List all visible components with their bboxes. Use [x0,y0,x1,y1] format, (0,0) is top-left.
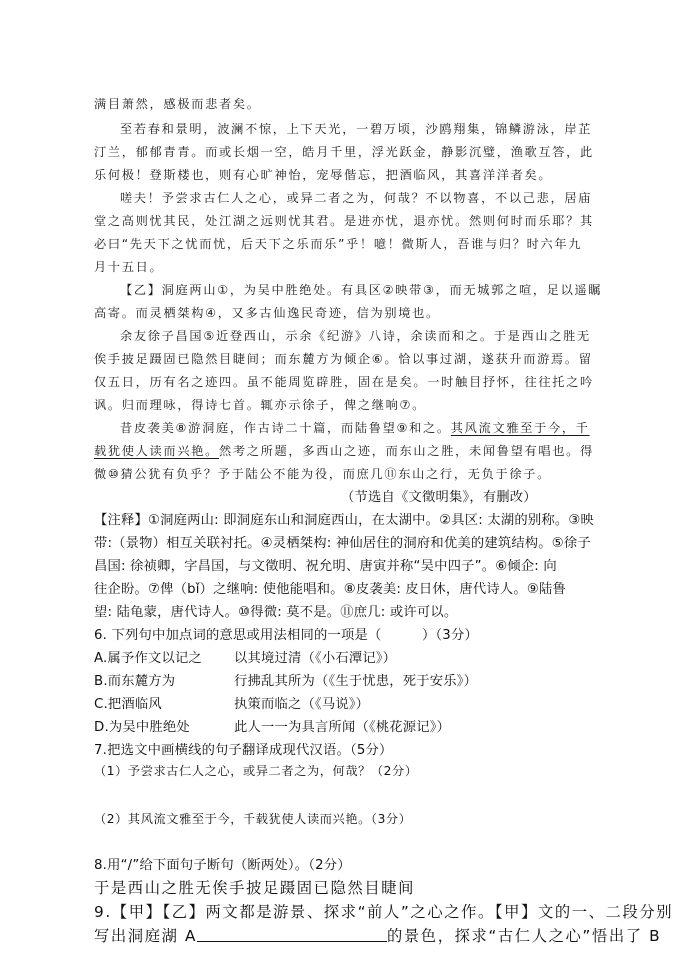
notes-line: 往企盼。⑦俾（bǐ）之继响: 使他能唱和。⑧皮袭美: 皮日休，唐代诗人。⑨陆鲁 [94,582,567,597]
passage-line: 高寄。而灵栖桀构④，又多古仙逸民奇迹，信为别境也。 [94,306,440,320]
question-9-line: 写出洞庭湖 A 的景色，探求“古仁人之心”悟出了 B [94,927,662,945]
passage-text: 然考之所题，多西山之迹，而东山之胜，未闻鲁望有唱也。得 [219,444,594,458]
q6-option-a: A.属予作文以记之 以其境过清（《小石潭记》） [94,651,397,666]
passage-line: 嗟夫！予尝求古仁人之心，或异二者之为，何哉？不以物喜，不以己悲，居庙 [120,191,593,205]
q6-option-c: C.把酒临风 执策而临之（《马说》） [94,697,370,712]
passage-line [94,442,594,459]
question-6-stem: 6. 下列句中加点词的意思或用法相同的一项是（ ）（3分） [94,628,478,643]
passage-line: 余友徐子昌国⑤近登西山，示余《纪游》八诗，余读而和之。于是西山之胜无 [120,329,591,343]
q7-sub-1: （1）予尝求古仁人之心，或异二者之为，何哉？（2分） [94,764,418,778]
underlined-sentence: 其风流文雅至于今，千 [450,421,590,435]
q6-option-b: B.而东麓方为 行拂乱其所为（《生于忧患，死于安乐》） [94,674,478,689]
q8-sentence: 于是西山之胜无俟手披足蹑固已隐然目睫间 [94,879,416,897]
question-8-stem: 8.用“/”给下面句子断句（断两处）。（2分） [94,858,351,873]
passage-line: 满目萧然，感极而悲者矣。 [94,97,261,111]
q7-sub-2: （2）其风流文雅至于今，千载犹使人读而兴艳。（3分） [94,812,412,826]
passage-line: 讽。归而理咏，得诗七首。辄亦示徐子，俾之继响⑦。 [94,398,427,412]
passage-line: 堂之高则忧其民，处江湖之远则忧其君。是进亦忧，退亦忧。然则何时而乐耶？其 [94,214,594,228]
passage-line [120,419,590,436]
underlined-sentence: 载犹使人读而兴艳。 [94,444,219,458]
passage-line: 仅五日，历有名之迹四。虽不能周览辟胜，固在是矣。一时触目抒怀，往往托之吟 [94,375,594,389]
notes-line: 【注释】①洞庭两山: 即洞庭东山和洞庭西山，在太湖中。②具区: 太湖的别称。③映 [94,513,594,528]
passage-text: 昔皮袭美⑧游洞庭，作古诗二十篇，而陆鲁望⑨和之。 [120,421,451,435]
passage-line: 必曰“先天下之忧而忧，后天下之乐而乐”乎！噫！微斯人，吾谁与归？时六年九 [94,237,583,251]
q6-option-d: D.为吴中胜绝处 此人一一为具言所闻（《桃花源记》） [94,720,451,735]
answer-blank[interactable] [197,929,387,942]
notes-line: 望: 陆龟蒙，唐代诗人。⑩得微: 莫不是。⑪庶几: 或许可以。 [94,605,458,620]
passage-line: 微⑩猜公犹有负乎？予于陆公不能为役，而庶几⑪东山之行，无负于徐子。 [94,467,552,481]
passage-line: 俟手披足蹑固已隐然目睫间；而东麓方为倾企⑥。恰以事过湖，遂获升而游焉。留 [94,352,593,366]
source-citation: （节选自《文徵明集》，有删改） [341,490,537,505]
passage-line: 汀兰，郁郁青青。而或长烟一空，皓月千里，浮光跃金，静影沉璧，渔歌互答，此 [94,145,594,159]
notes-line: 昌国: 徐祯卿，字昌国，与文徵明、祝允明、唐寅并称“吴中四子”。⑥倾企: 向 [94,559,557,574]
passage-line: 月十五日。 [94,260,164,274]
passage-line: 乐何极！登斯楼也，则有心旷神怡，宠辱偕忘，把酒临风，其喜洋洋者矣。 [94,168,553,182]
question-7-stem: 7.把选文中画横线的句子翻译成现代汉语。（5分） [94,743,393,758]
notes-line: 带:（景物）相互关联衬托。④灵栖桀构: 神仙居住的洞府和优美的建筑结构。⑤徐子 [94,536,591,551]
passage-line: 【乙】洞庭两山①，为吴中胜绝处。有具区②映带③，而无城郭之喧，足以遥瞩 [120,283,603,297]
passage-line: 至若春和景明，波澜不惊，上下天光，一碧万顷，沙鸥翔集，锦鳞游泳，岸芷 [120,122,593,136]
question-9-line: 9.【甲】【乙】两文都是游景、探求“前人”之心之作。【甲】文的一、二段分别 [94,903,674,921]
